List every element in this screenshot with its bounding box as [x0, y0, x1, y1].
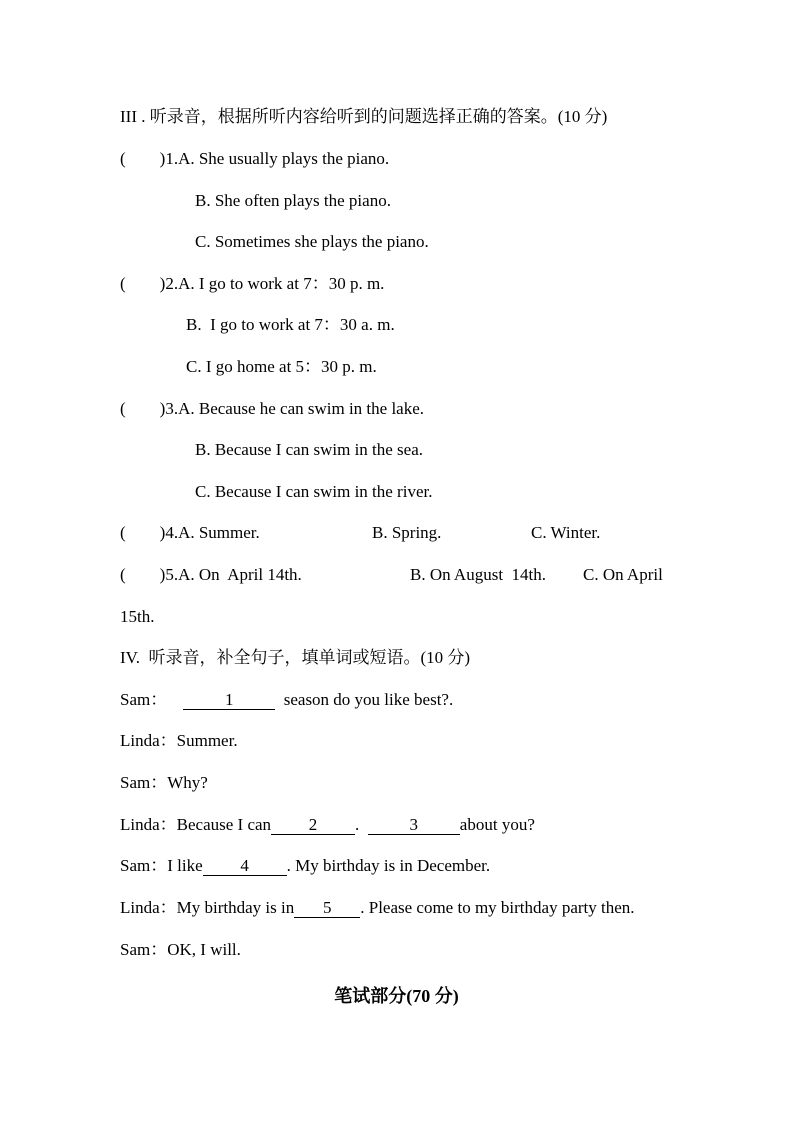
section3-heading: III . 听录音，根据所听内容给听到的问题选择正确的答案。(10 分) — [120, 107, 608, 126]
dialogue-line-7: Sam：OK, I will. — [120, 940, 241, 959]
q2-option-a: ( )2.A. I go to work at 7：30 p. m. — [120, 274, 385, 293]
blank-1[interactable]: 1 — [183, 691, 275, 710]
q2-option-b: B. I go to work at 7：30 a. m. — [186, 315, 395, 334]
q3-option-c: C. Because I can swim in the river. — [195, 482, 433, 501]
line-text: about you? — [459, 815, 535, 834]
q3-option-a: ( )3.A. Because he can swim in the lake. — [120, 399, 425, 418]
q5-option-c-continued: 15th. — [120, 607, 155, 626]
line-text: . Please come to my birthday party then. — [360, 898, 635, 917]
q5-option-c: C. On April — [583, 565, 663, 584]
blank-3[interactable]: 3 — [368, 816, 460, 835]
blank-5[interactable]: 5 — [294, 899, 360, 918]
line-text: . — [355, 815, 368, 834]
blank-4[interactable]: 4 — [203, 857, 287, 876]
dialogue-line-2: Linda：Summer. — [120, 731, 238, 750]
q5-option-b: B. On August 14th. — [410, 565, 547, 584]
blank-2[interactable]: 2 — [271, 816, 355, 835]
q4-option-c: C. Winter. — [531, 523, 601, 542]
line-text: . My birthday is in December. — [286, 856, 491, 875]
q4-option-a: ( )4.A. Summer. — [120, 523, 260, 542]
line-text: Linda：Because I can — [120, 815, 272, 834]
line-text: season do you like best?. — [275, 690, 454, 709]
q1-option-c: C. Sometimes she plays the piano. — [195, 232, 429, 251]
dialogue-line-1 — [120, 689, 453, 711]
dialogue-line-4 — [120, 814, 535, 836]
q4-option-b: B. Spring. — [372, 523, 442, 542]
q5-option-a: ( )5.A. On April 14th. — [120, 565, 302, 584]
q1-option-a: ( )1.A. She usually plays the piano. — [120, 149, 390, 168]
speaker-label: Sam： — [120, 690, 168, 709]
section4-heading: IV. 听录音，补全句子，填单词或短语。(10 分) — [120, 648, 471, 667]
line-text: Sam：I like — [120, 856, 203, 875]
dialogue-line-5 — [120, 855, 490, 877]
dialogue-line-3: Sam：Why? — [120, 773, 208, 792]
q1-option-b: B. She often plays the piano. — [195, 191, 391, 210]
q2-option-c: C. I go home at 5：30 p. m. — [186, 357, 377, 376]
written-section-title: 笔试部分(70 分) — [334, 986, 459, 1006]
dialogue-line-6 — [120, 897, 635, 919]
q3-option-b: B. Because I can swim in the sea. — [195, 440, 424, 459]
line-text: Linda：My birthday is in — [120, 898, 295, 917]
